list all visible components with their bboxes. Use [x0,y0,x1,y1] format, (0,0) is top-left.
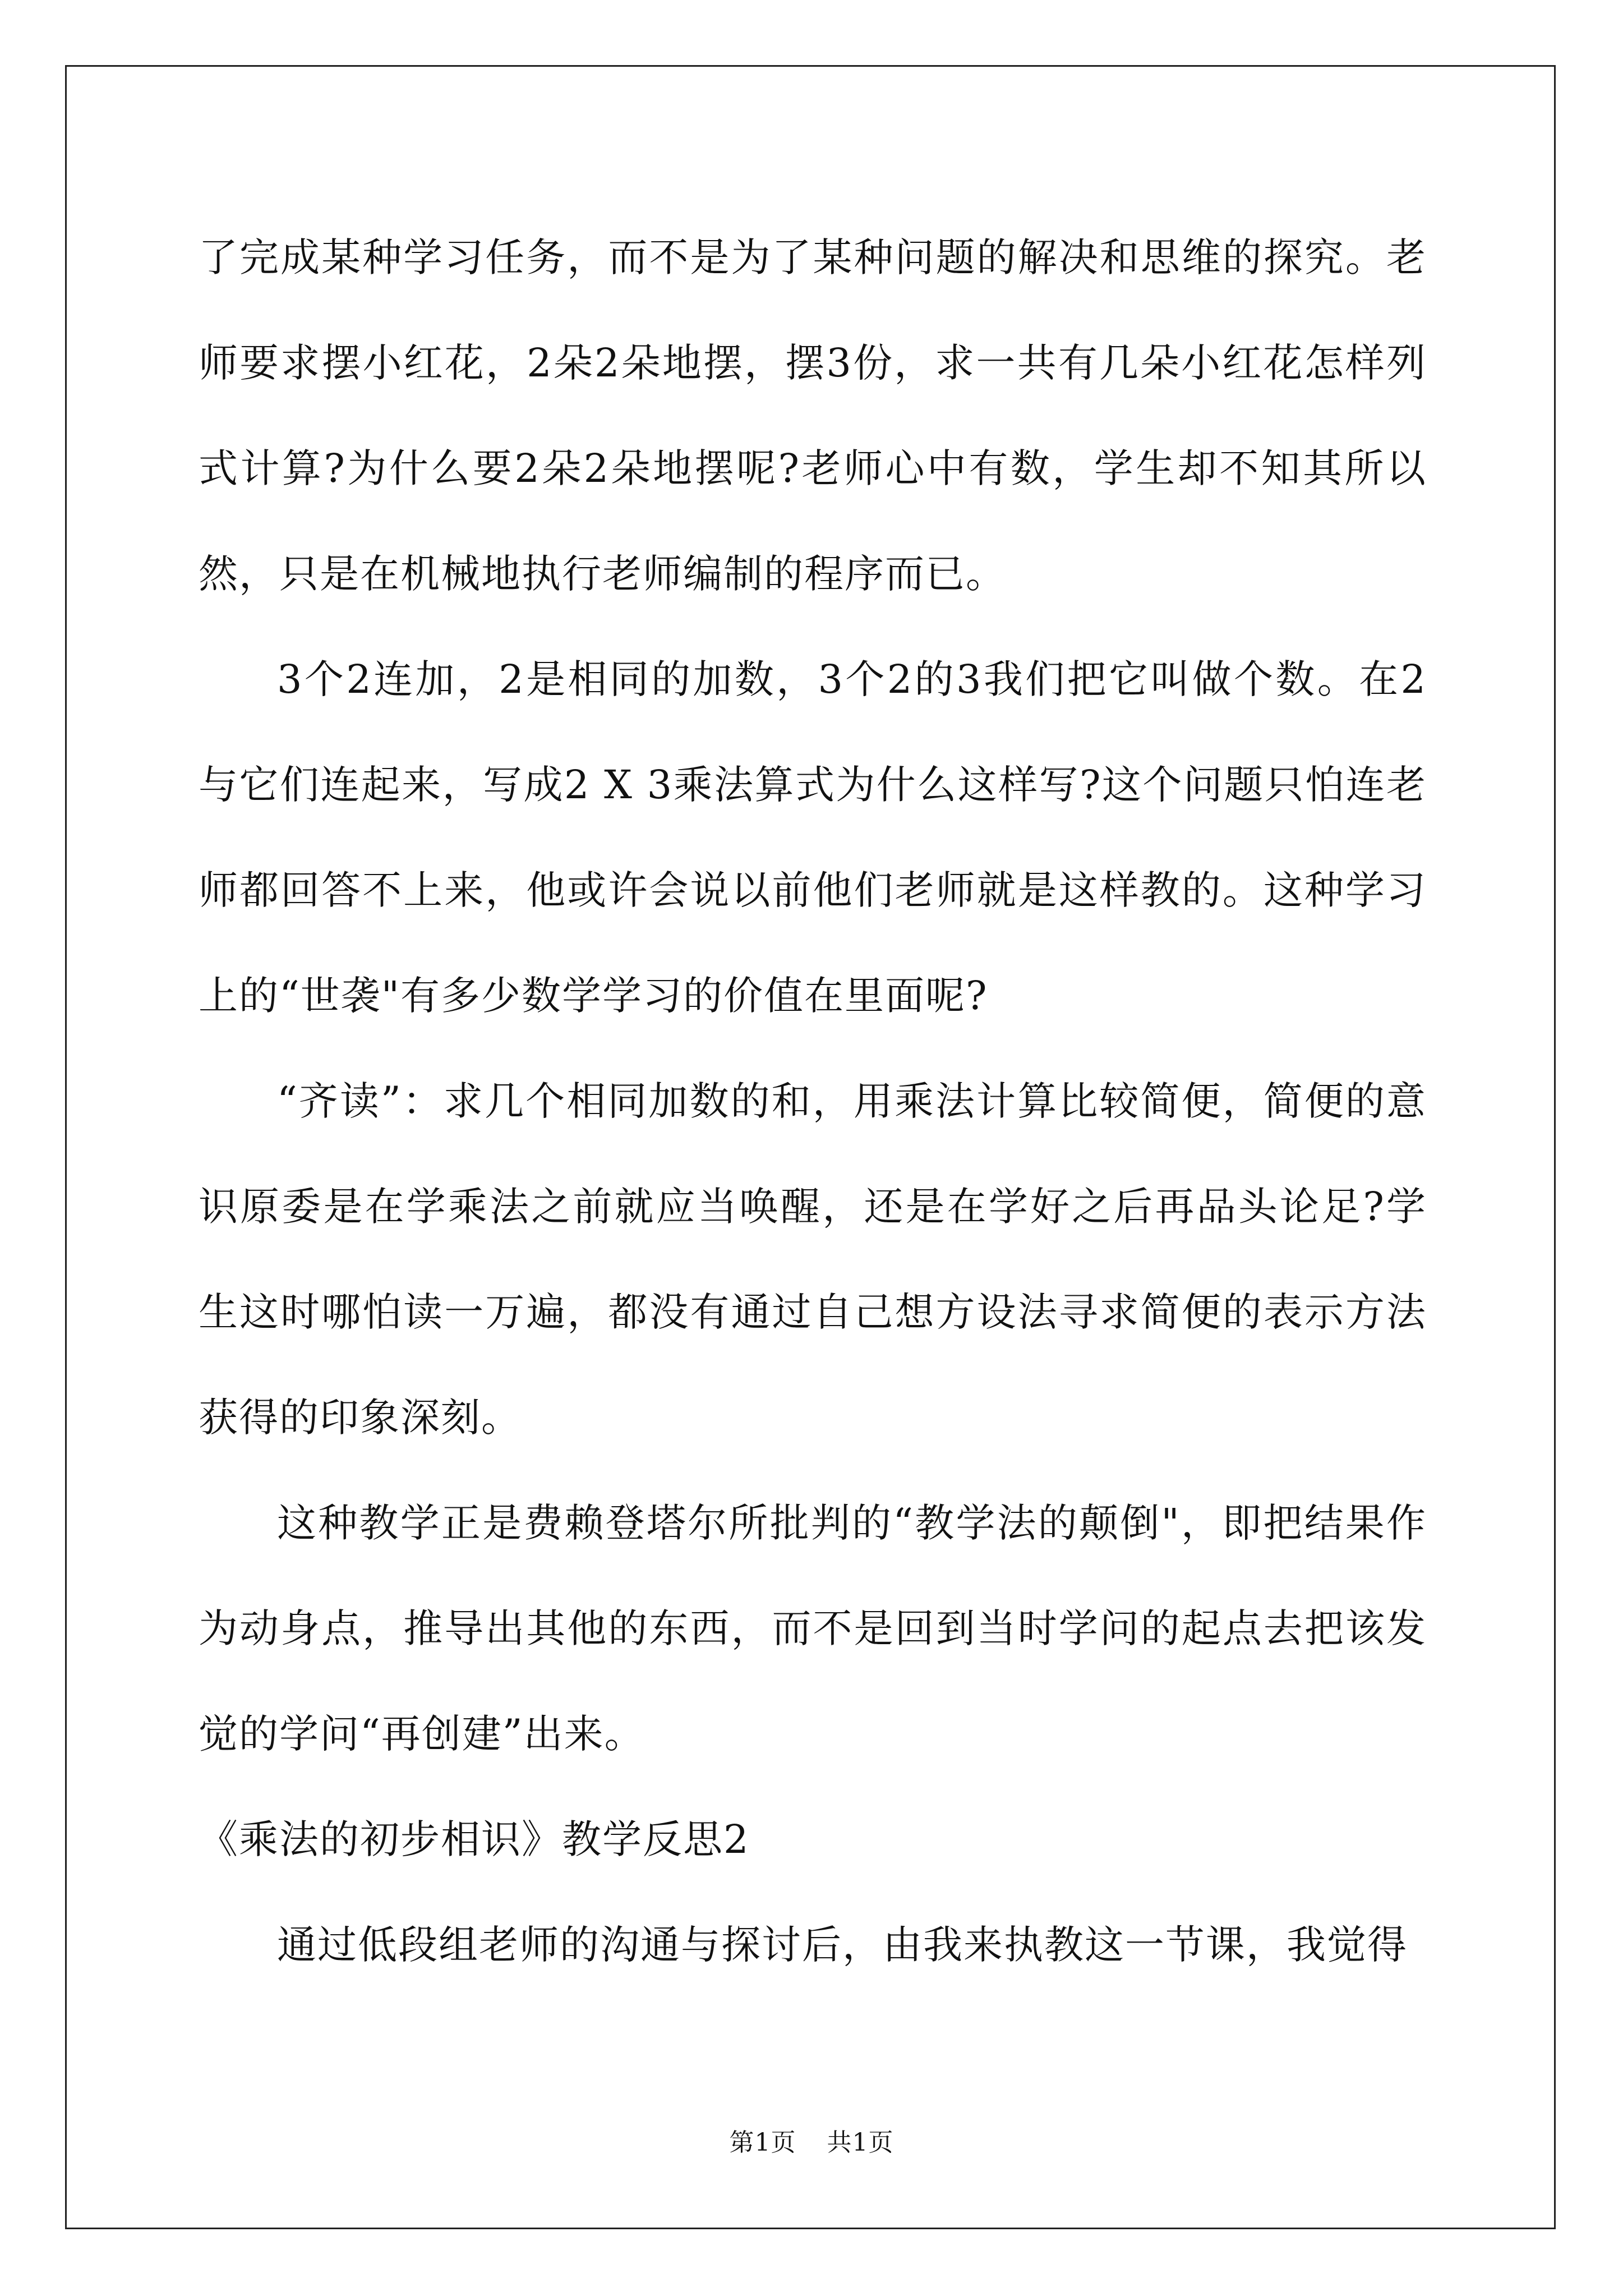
paragraph-1: 了完成某种学习任务，而不是为了某种问题的解决和思维的探究。老师要求摆小红花，2朵2朵地摆，摆3份，求一共有几朵小红花怎样列式计算?为什么要2朵2朵地摆呢?老师心中有数，学生却不知其所以然，只是在机械地执行老师编制的程序而已。 [199,234,1427,597]
page-number-current: 第1页 [729,2128,796,2157]
paragraph-3: “齐读”：求几个相同加数的和，用乘法计算比较简便，简便的意识原委是在学乘法之前就应当唤醒，还是在学好之后再品头论足?学生这时哪怕读一万遍，都没有通过自己想方设法寻求简便的表示方法获得的印象深刻。 [199,1078,1427,1441]
section-heading: 《乘法的初步相识》教学反思2 [199,1816,750,1862]
paragraph-2: 3个2连加，2是相同的加数，3个2的3我们把它叫做个数。在2与它们连起来，写成2 X 3乘法算式为什么这样写?这个问题只怕连老师都回答不上来，他或许会说以前他们老师就是这样教的。这种学习上的“世袭"有多少数学学习的价值在里面呢? [199,656,1427,1019]
page-number-total: 共1页 [827,2128,894,2157]
paragraph-4: 这种教学正是费赖登塔尔所批判的“教学法的颠倒"，即把结果作为动身点，推导出其他的东西，而不是回到当时学问的起点去把该发觉的学问“再创建”出来。 [199,1500,1427,1757]
paragraph-5: 通过低段组老师的沟通与探讨后，由我来执教这一节课，我觉得 [277,1922,1408,1968]
document-body [199,205,1427,1998]
page-footer [0,2126,1623,2160]
